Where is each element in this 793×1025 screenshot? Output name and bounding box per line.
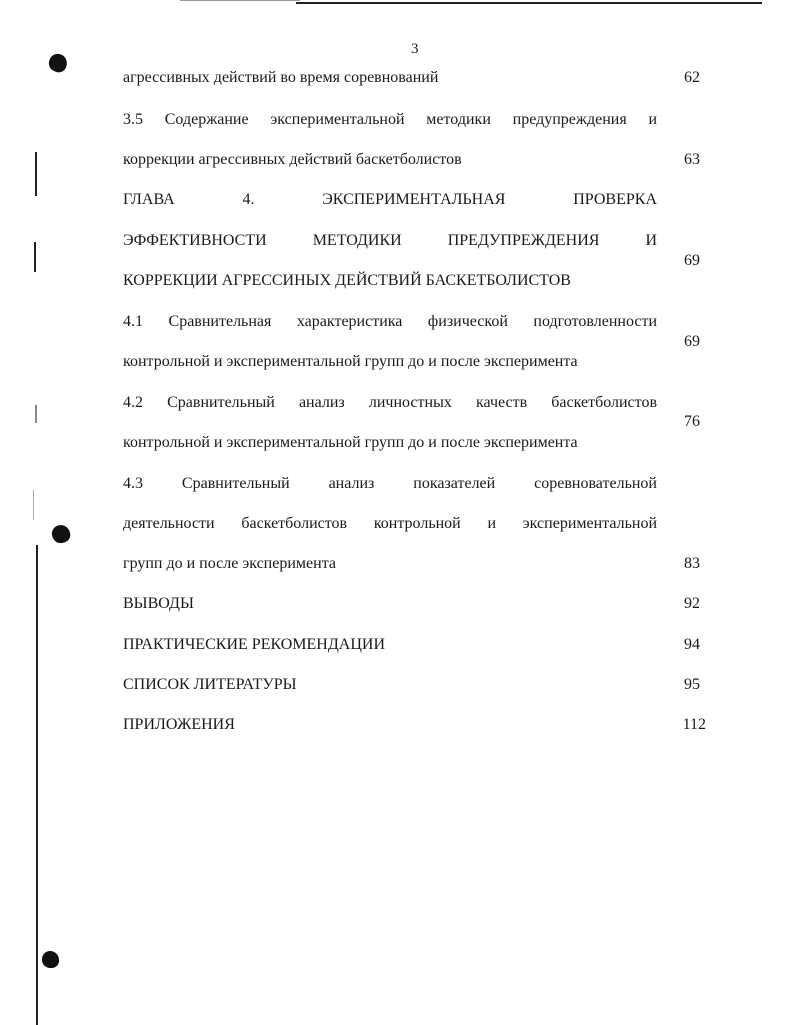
toc-page-number: 69 [684,333,700,350]
scan-top-border [296,2,762,4]
toc-page-number: 92 [684,595,700,612]
scan-edge-mark [35,405,37,423]
toc-page-number: 83 [684,555,700,572]
toc-line: 4.1 Сравнительная характеристика физической подготовленности [123,313,657,330]
toc-line: 4.3 Сравнительный анализ показателей соревновательной [123,475,657,492]
toc-page-number: 62 [684,69,700,86]
toc-page-number: 95 [684,676,700,693]
toc-line: коррекции агрессивных действий баскетболистов [123,151,462,168]
punch-hole-bottom [42,951,59,968]
toc-section-line: ПРИЛОЖЕНИЯ [123,716,235,733]
scan-binding-edge [36,545,38,1025]
punch-hole-middle [50,523,72,545]
scan-edge-mark [34,242,36,272]
toc-chapter-line: ЭФФЕКТИВНОСТИ МЕТОДИКИ ПРЕДУПРЕЖДЕНИЯ И [123,232,657,249]
toc-page-number: 112 [682,716,706,733]
toc-section-line: СПИСОК ЛИТЕРАТУРЫ [123,676,297,693]
toc-line: 4.2 Сравнительный анализ личностных качеств баскетболистов [123,394,657,411]
scan-edge-mark [33,490,34,520]
toc-page-number: 63 [684,151,700,168]
toc-chapter-line: ГЛАВА 4. ЭКСПЕРИМЕНТАЛЬНАЯ ПРОВЕРКА [123,191,657,208]
toc-page-number: 94 [684,636,700,653]
toc-line: 3.5 Содержание экспериментальной методики предупреждения и [123,111,657,128]
toc-line: деятельности баскетболистов контрольной и экспериментальной [123,515,657,532]
scan-top-border-faint [180,0,300,1]
toc-chapter-line: КОРРЕКЦИИ АГРЕССИНЫХ ДЕЙСТВИЙ БАСКЕТБОЛИСТОВ [123,272,571,289]
toc-line: контрольной и экспериментальной групп до и после эксперимента [123,434,578,451]
toc-section-line: ВЫВОДЫ [123,595,194,612]
toc-section-line: ПРАКТИЧЕСКИЕ РЕКОМЕНДАЦИИ [123,636,385,653]
toc-page-number: 76 [684,413,700,430]
page-number: 3 [411,41,419,57]
toc-line: контрольной и экспериментальной групп до и после эксперимента [123,353,578,370]
toc-page-number: 69 [684,252,700,269]
toc-line: групп до и после эксперимента [123,555,336,572]
toc-line: агрессивных действий во время соревнований [123,69,439,86]
scan-edge-mark [35,152,37,196]
punch-hole-top [46,51,69,74]
